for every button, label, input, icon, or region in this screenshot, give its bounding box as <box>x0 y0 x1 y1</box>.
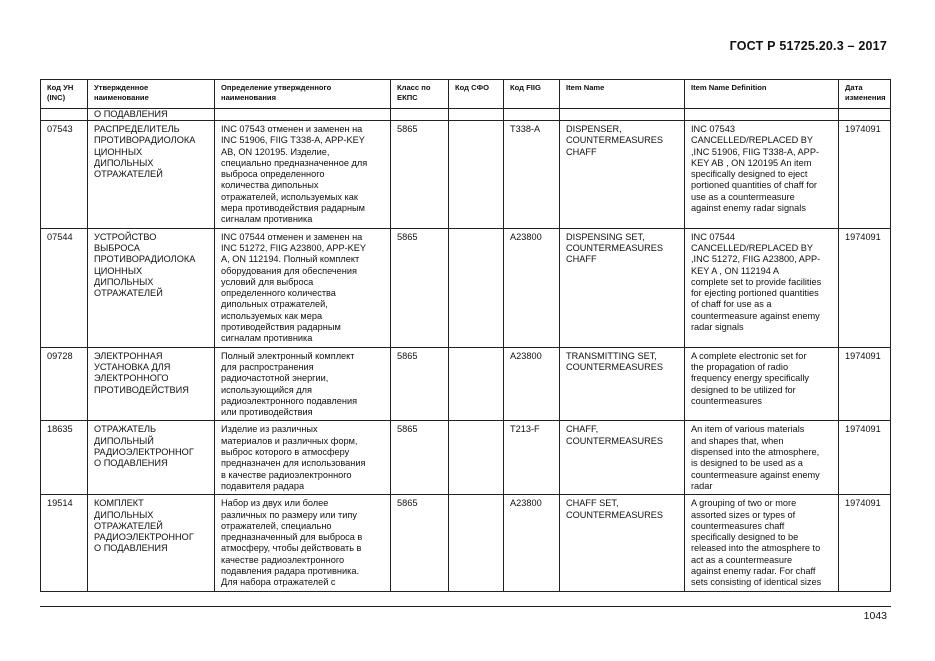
cell-name: УСТРОЙСТВО ВЫБРОСА ПРОТИВОРАДИОЛОКА ЦИОННЫХ ДИПОЛЬНЫХ ОТРАЖАТЕЛЕЙ <box>88 228 215 347</box>
cell-inc: 18635 <box>41 421 88 495</box>
page-number: 1043 <box>863 610 887 622</box>
cell-inc: 19514 <box>41 495 88 591</box>
col-header-inc: Код УН (INC) <box>41 80 88 109</box>
cell-date: 1974091 <box>839 421 891 495</box>
cell-sfo <box>449 421 504 495</box>
cell-sfo <box>449 109 504 121</box>
table-row <box>41 347 891 421</box>
cell-name: РАСПРЕДЕЛИТЕЛЬ ПРОТИВОРАДИОЛОКА ЦИОННЫХ ДИПОЛЬНЫХ ОТРАЖАТЕЛЕЙ <box>88 121 215 229</box>
cell-item-def: INC 07544 CANCELLED/REPLACED BY ,INC 51272, FIIG A23800, APP- KEY A , ON 112194 A complete set to provide facilities for ejecting portioned quantities of chaff for use as a countermeasure against enemy radar signals <box>685 228 839 347</box>
cell-class <box>391 109 449 121</box>
cell-fiig: A23800 <box>504 495 560 591</box>
cell-class: 5865 <box>391 121 449 229</box>
cell-inc: 09728 <box>41 347 88 421</box>
cell-name: О ПОДАВЛЕНИЯ <box>88 109 215 121</box>
cell-date: 1974091 <box>839 121 891 229</box>
col-header-item-name: Item Name <box>560 80 685 109</box>
cell-definition: INC 07544 отменен и заменен на INC 51272, FIIG A23800, APP-KEY A, ON 112194. Полный комплект оборудования для обеспечения условий для выброса определенного количества дипольных отражателей, используемых как мера противодействия радарным сигналам противника <box>215 228 391 347</box>
cell-inc: 07543 <box>41 121 88 229</box>
cell-fiig: A23800 <box>504 228 560 347</box>
table-row <box>41 421 891 495</box>
cell-item-def: A complete electronic set for the propagation of radio frequency energy specifically designed to be utilized for countermeasures <box>685 347 839 421</box>
cell-fiig: A23800 <box>504 347 560 421</box>
document-header: ГОСТ Р 51725.20.3 – 2017 <box>729 39 887 53</box>
cell-fiig: T213-F <box>504 421 560 495</box>
cell-sfo <box>449 347 504 421</box>
cell-definition: Полный электронный комплект для распространения радиочастотной энергии, использующийся для радиоэлектронного подавления или противодействия <box>215 347 391 421</box>
cell-class: 5865 <box>391 495 449 591</box>
cell-fiig: T338-A <box>504 121 560 229</box>
table-row <box>41 121 891 229</box>
cell-date: 1974091 <box>839 228 891 347</box>
table-row <box>41 495 891 591</box>
nomenclature-table <box>40 79 891 592</box>
continuation-row <box>41 109 891 121</box>
cell-item-name <box>560 109 685 121</box>
cell-class: 5865 <box>391 421 449 495</box>
cell-date: 1974091 <box>839 495 891 591</box>
col-header-class: Класс по ЕКПС <box>391 80 449 109</box>
table-header-row <box>41 80 891 109</box>
cell-definition <box>215 109 391 121</box>
cell-definition: Набор из двух или более различных по размеру или типу отражателей, специально предназначенный для выброса в атмосферу, чтобы действовать в качестве радиоэлектронного подавления радара противника. Для набора отражателей с <box>215 495 391 591</box>
cell-name: КОМПЛЕКТ ДИПОЛЬНЫХ ОТРАЖАТЕЛЕЙ РАДИОЭЛЕКТРОННОГ О ПОДАВЛЕНИЯ <box>88 495 215 591</box>
col-header-name: Утвержденное наименование <box>88 80 215 109</box>
col-header-sfo: Код СФО <box>449 80 504 109</box>
cell-item-name: DISPENSING SET, COUNTERMEASURES CHAFF <box>560 228 685 347</box>
cell-definition: Изделие из различных материалов и различных форм, выброс которого в атмосферу предназначен для использования в качестве радиоэлектронного подавителя радара <box>215 421 391 495</box>
cell-class: 5865 <box>391 347 449 421</box>
cell-sfo <box>449 121 504 229</box>
table-bottom-border <box>40 606 891 607</box>
table-row <box>41 228 891 347</box>
cell-sfo <box>449 228 504 347</box>
cell-sfo <box>449 495 504 591</box>
cell-date: 1974091 <box>839 347 891 421</box>
cell-date <box>839 109 891 121</box>
col-header-definition: Определение утвержденного наименования <box>215 80 391 109</box>
cell-item-def: INC 07543 CANCELLED/REPLACED BY ,INC 51906, FIIG T338-A, APP- KEY AB , ON 120195 An item specifically designed to eject portioned quantities of chaff for use as a countermeasure against enemy radar signals <box>685 121 839 229</box>
cell-item-def: A grouping of two or more assorted sizes or types of countermeasures chaff specifically designed to be released into the atmosphere to act as a countermeasure against enemy radar. For chaff sets consisting of identical sizes <box>685 495 839 591</box>
col-header-date: Дата изменения <box>839 80 891 109</box>
cell-item-name: CHAFF SET, COUNTERMEASURES <box>560 495 685 591</box>
cell-name: ОТРАЖАТЕЛЬ ДИПОЛЬНЫЙ РАДИОЭЛЕКТРОННОГ О ПОДАВЛЕНИЯ <box>88 421 215 495</box>
cell-fiig <box>504 109 560 121</box>
cell-item-def <box>685 109 839 121</box>
cell-item-name: CHAFF, COUNTERMEASURES <box>560 421 685 495</box>
cell-inc: 07544 <box>41 228 88 347</box>
cell-inc <box>41 109 88 121</box>
cell-definition: INC 07543 отменен и заменен на INC 51906, FIIG T338-A, APP-KEY AB, ON 120195. Изделие, специально предназначенное для выброса определенного количества дипольных отражателей, используемых как мера противодействия радарным сигналам противника <box>215 121 391 229</box>
col-header-fiig: Код FIIG <box>504 80 560 109</box>
col-header-item-def: Item Name Definition <box>685 80 839 109</box>
cell-item-name: TRANSMITTING SET, COUNTERMEASURES <box>560 347 685 421</box>
cell-item-name: DISPENSER, COUNTERMEASURES CHAFF <box>560 121 685 229</box>
cell-item-def: An item of various materials and shapes that, when dispensed into the atmosphere, is designed to be used as a countermeasure against enemy radar <box>685 421 839 495</box>
cell-class: 5865 <box>391 228 449 347</box>
cell-name: ЭЛЕКТРОННАЯ УСТАНОВКА ДЛЯ ЭЛЕКТРОННОГО ПРОТИВОДЕЙСТВИЯ <box>88 347 215 421</box>
